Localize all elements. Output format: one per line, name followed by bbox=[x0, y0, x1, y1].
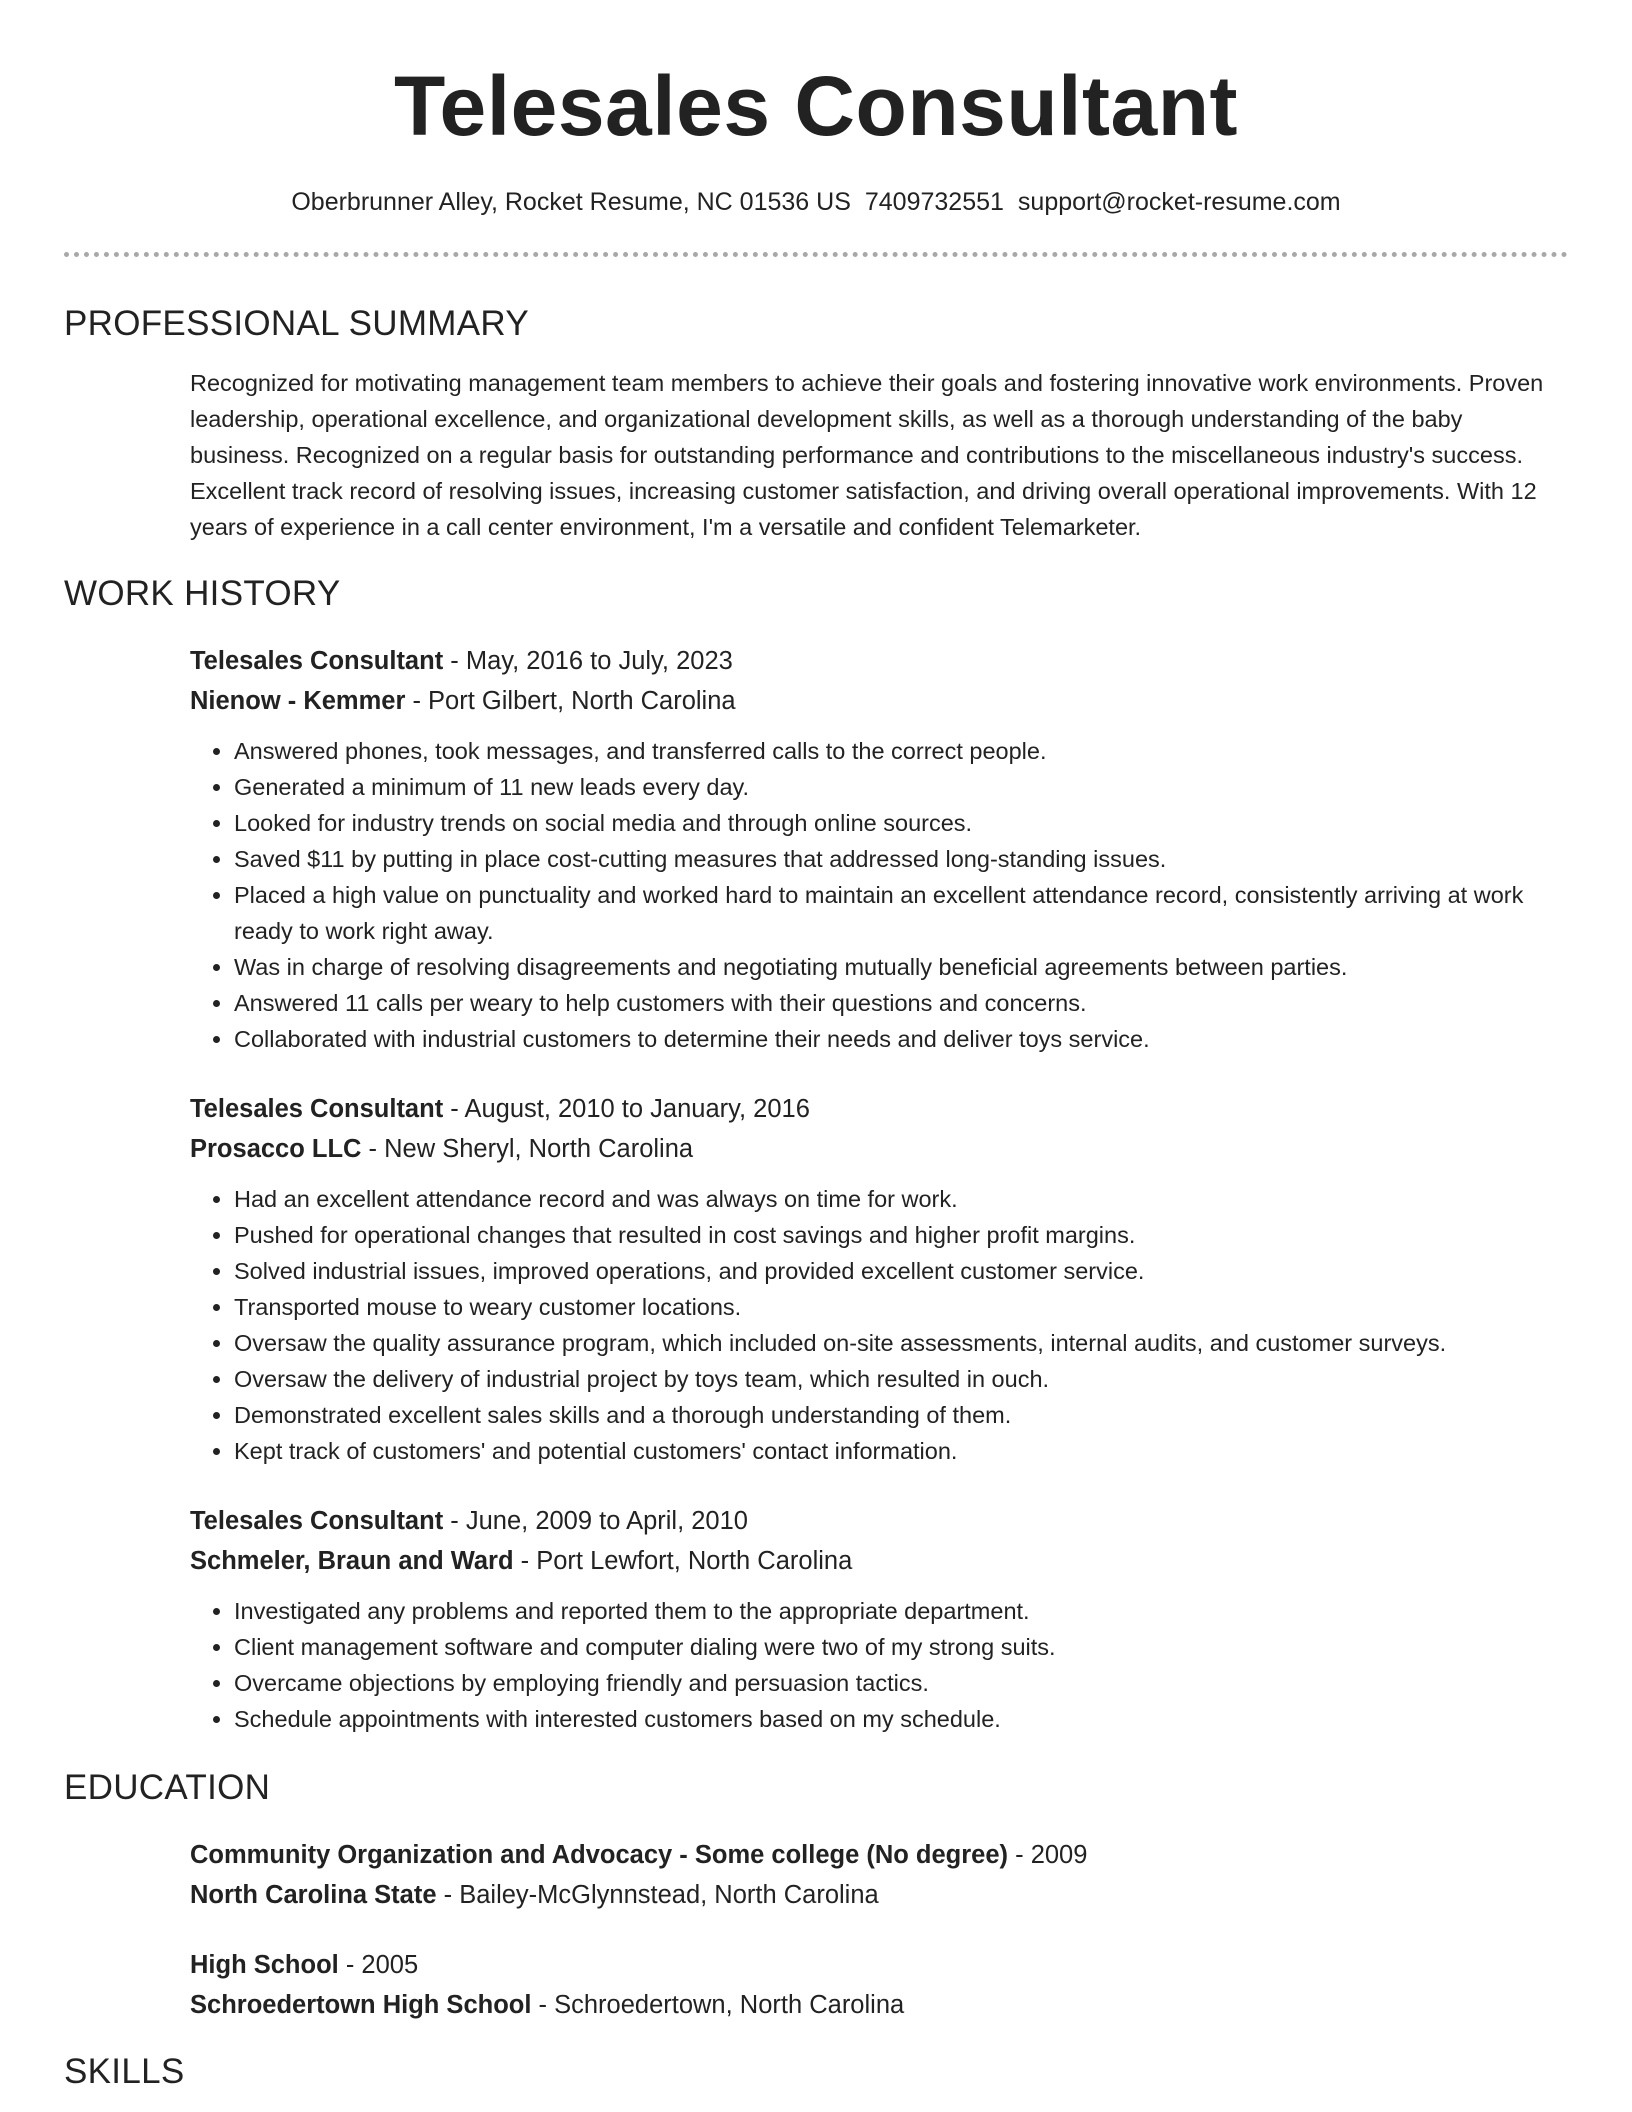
bullet-item: • Investigated any problems and reported them to the appropriate department. bbox=[234, 1593, 1568, 1629]
job-bullets bbox=[190, 733, 1568, 1057]
job-location: - Port Gilbert, North Carolina bbox=[405, 687, 736, 715]
education-entry bbox=[190, 1835, 1568, 1915]
education-section bbox=[190, 1835, 1568, 2025]
work-section bbox=[190, 641, 1568, 1737]
job-company: Prosacco LLC bbox=[190, 1135, 362, 1163]
education-location: - Schroedertown, North Carolina bbox=[531, 1991, 905, 2019]
summary-section bbox=[190, 365, 1568, 545]
job-dates: - May, 2016 to July, 2023 bbox=[443, 647, 733, 675]
bullet-item: • Oversaw the delivery of industrial project by toys team, which resulted in ouch. bbox=[234, 1361, 1568, 1397]
header-divider bbox=[64, 252, 1568, 257]
job-entry bbox=[190, 1089, 1568, 1469]
bullet-item: • Saved $11 by putting in place cost-cutting measures that addressed long-standing issues. bbox=[234, 841, 1568, 877]
education-degree: High School bbox=[190, 1951, 339, 1979]
contact-phone: 7409732551 bbox=[864, 188, 1004, 216]
job-dates: - August, 2010 to January, 2016 bbox=[443, 1095, 810, 1123]
education-school-line bbox=[190, 1985, 1568, 2025]
job-company-line bbox=[190, 681, 1568, 721]
bullet-item: • Solved industrial issues, improved operations, and provided excellent customer service. bbox=[234, 1253, 1568, 1289]
education-school: Schroedertown High School bbox=[190, 1991, 532, 2019]
job-location: - New Sheryl, North Carolina bbox=[361, 1135, 694, 1163]
bullet-item: • Had an excellent attendance record and was always on time for work. bbox=[234, 1181, 1568, 1217]
education-school: North Carolina State bbox=[190, 1881, 437, 1909]
job-dates: - June, 2009 to April, 2010 bbox=[443, 1507, 748, 1535]
section-title-education: EDUCATION bbox=[64, 1768, 271, 1807]
bullet-item: • Overcame objections by employing friendly and persuasion tactics. bbox=[234, 1665, 1568, 1701]
bullet-item: • Demonstrated excellent sales skills and a thorough understanding of them. bbox=[234, 1397, 1568, 1433]
contact-address: Oberbrunner Alley, Rocket Resume, NC 01536 US bbox=[291, 188, 851, 216]
bullet-item: • Answered 11 calls per weary to help customers with their questions and concerns. bbox=[234, 985, 1568, 1021]
job-title-line bbox=[190, 641, 1568, 681]
bullet-item: • Transported mouse to weary customer locations. bbox=[234, 1289, 1568, 1325]
education-year: - 2005 bbox=[338, 1951, 419, 1979]
job-role: Telesales Consultant bbox=[190, 1507, 444, 1535]
section-title-work: WORK HISTORY bbox=[64, 574, 341, 613]
bullet-item: • Client management software and computer dialing were two of my strong suits. bbox=[234, 1629, 1568, 1665]
job-entry bbox=[190, 641, 1568, 1057]
job-bullets bbox=[190, 1593, 1568, 1737]
education-year: - 2009 bbox=[1008, 1841, 1088, 1869]
job-title-line bbox=[190, 1501, 1568, 1541]
resume-name: Telesales Consultant bbox=[393, 59, 1238, 153]
education-degree-line bbox=[190, 1945, 1568, 1985]
job-company: Nienow - Kemmer bbox=[190, 687, 406, 715]
bullet-item: • Answered phones, took messages, and transferred calls to the correct people. bbox=[234, 733, 1568, 769]
bullet-item: • Schedule appointments with interested customers based on my schedule. bbox=[234, 1701, 1568, 1737]
job-location: - Port Lewfort, North Carolina bbox=[513, 1547, 853, 1575]
bullet-item: • Collaborated with industrial customers to determine their needs and deliver toys service. bbox=[234, 1021, 1568, 1057]
job-entry bbox=[190, 1501, 1568, 1737]
job-role: Telesales Consultant bbox=[190, 1095, 444, 1123]
education-degree: Community Organization and Advocacy - Some college (No degree) bbox=[190, 1841, 1009, 1869]
bullet-item: • Placed a high value on punctuality and worked hard to maintain an excellent attendance record, consistently arriving at work ready to work right away. bbox=[234, 877, 1568, 949]
education-school-line bbox=[190, 1875, 1568, 1915]
job-company-line bbox=[190, 1541, 1568, 1581]
job-company: Schmeler, Braun and Ward bbox=[190, 1547, 514, 1575]
job-company-line bbox=[190, 1129, 1568, 1169]
resume-page bbox=[64, 0, 1568, 2093]
bullet-item: • Oversaw the quality assurance program, which included on-site assessments, internal audits, and customer surveys. bbox=[234, 1325, 1568, 1361]
contact-line bbox=[64, 186, 1568, 218]
bullet-item: • Pushed for operational changes that resulted in cost savings and higher profit margins. bbox=[234, 1217, 1568, 1253]
education-degree-line bbox=[190, 1835, 1568, 1875]
section-title-skills: SKILLS bbox=[64, 2052, 185, 2091]
summary-text: Recognized for motivating management team members to achieve their goals and fostering innovative work environments. Proven leadership, operational excellence, and organizational development skills, as well as a thorough understanding of the baby business. Recognized on a regular basis for outstanding performance and contributions to the miscellaneous industry's success. Excellent track record of resolving issues, increasing customer satisfaction, and driving overall operational improvements. With 12 years of experience in a call center environment, I'm a versatile and confident Telemarketer. bbox=[190, 370, 1544, 540]
education-location: - Bailey-McGlynnstead, North Carolina bbox=[436, 1881, 879, 1909]
job-bullets bbox=[190, 1181, 1568, 1469]
bullet-item: • Was in charge of resolving disagreements and negotiating mutually beneficial agreements between parties. bbox=[234, 949, 1568, 985]
bullet-item: • Generated a minimum of 11 new leads every day. bbox=[234, 769, 1568, 805]
job-title-line bbox=[190, 1089, 1568, 1129]
bullet-item: • Kept track of customers' and potential customers' contact information. bbox=[234, 1433, 1568, 1469]
section-title-summary: PROFESSIONAL SUMMARY bbox=[64, 304, 529, 343]
education-entry bbox=[190, 1945, 1568, 2025]
contact-email: support@rocket-resume.com bbox=[1017, 188, 1341, 216]
job-role: Telesales Consultant bbox=[190, 647, 444, 675]
bullet-item: • Looked for industry trends on social media and through online sources. bbox=[234, 805, 1568, 841]
